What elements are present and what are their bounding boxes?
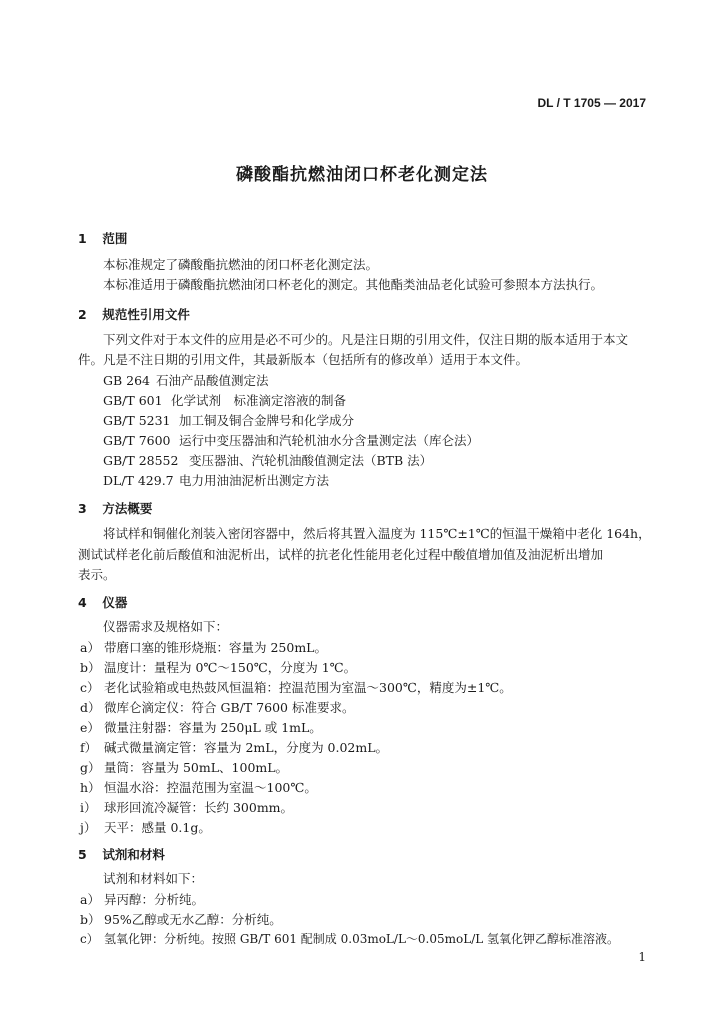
list-item — [80, 638, 327, 656]
list-label: a） — [80, 892, 100, 907]
list-text: 老化试验箱或电热鼓风恒温箱：控温范围为室温～300℃，精度为±1℃。 — [104, 680, 512, 695]
list-item — [80, 930, 619, 947]
paragraph: 将试样和铜催化剂装入密闭容器中，然后将其置入温度为 115℃±1℃的恒温干燥箱中老化 164h， — [103, 526, 651, 541]
paragraph: 本标准适用于磷酸酯抗燃油闭口杯老化的测定。其他酯类油品老化试验可参照本方法执行。 — [103, 277, 604, 292]
list-label: g） — [80, 760, 101, 775]
list-item — [80, 718, 322, 736]
list-text: 微量注射器：容量为 250μL 或 1mL。 — [104, 720, 322, 735]
section-number: 1 — [78, 231, 87, 246]
section-1-heading — [78, 229, 127, 247]
page-number: 1 — [638, 950, 646, 964]
section-number: 5 — [78, 847, 87, 862]
list-text: 球形回流冷凝管：长约 300mm。 — [104, 800, 294, 815]
list-text: 温度计：量程为 0℃～150℃，分度为 1℃。 — [104, 660, 357, 675]
list-text: 氢氧化钾：分析纯。按照 GB/T 601 配制成 0.03moL/L～0.05moL/L 氢氧化钾乙醇标准溶液。 — [104, 932, 620, 946]
list-label: h） — [80, 780, 101, 795]
reference-item — [103, 451, 432, 469]
list-text: 量筒：容量为 50mL、100mL。 — [104, 760, 289, 775]
reference-code: GB/T 28552 — [103, 453, 179, 468]
list-text: 95%乙醇或无水乙醇：分析纯。 — [104, 912, 282, 927]
reference-code: GB/T 601 — [103, 393, 163, 408]
reference-title: 加工铜及铜合金牌号和化学成分 — [178, 413, 354, 428]
section-number: 4 — [78, 595, 87, 610]
standard-code: DL / T 1705 — 2017 — [537, 96, 646, 110]
section-title: 试剂和材料 — [102, 847, 165, 862]
list-text: 异丙醇：分析纯。 — [104, 892, 205, 907]
paragraph: 测试试样老化前后酸值和油泥析出，试样的抗老化性能用老化过程中酸值增加值及油泥析出增加 — [78, 547, 604, 562]
reference-title: 运行中变压器油和汽轮机油水分含量测定法（库仑法） — [178, 433, 479, 448]
list-label: e） — [80, 720, 100, 735]
list-label: b） — [80, 660, 101, 675]
list-text: 碱式微量滴定管：容量为 2mL，分度为 0.02mL。 — [104, 740, 389, 755]
reference-item — [103, 431, 479, 449]
paragraph: 件。凡是不注日期的引用文件，其最新版本（包括所有的修改单）适用于本文件。 — [78, 352, 529, 367]
reference-title: 石油产品酸值测定法 — [155, 373, 269, 388]
paragraph: 仪器需求及规格如下： — [103, 619, 229, 634]
list-item — [80, 890, 204, 908]
reference-title: 变压器油、汽轮机油酸值测定法（BTB 法） — [188, 453, 433, 468]
list-label: d） — [80, 700, 101, 715]
reference-item — [103, 471, 329, 489]
list-label: a） — [80, 640, 100, 655]
section-number: 3 — [78, 501, 87, 516]
list-item — [80, 758, 288, 776]
document-title: 磷酸酯抗燃油闭口杯老化测定法 — [236, 165, 488, 185]
list-label: i） — [80, 800, 97, 815]
list-text: 带磨口塞的锥形烧瓶：容量为 250mL。 — [104, 640, 327, 655]
list-text: 微库仑滴定仪：符合 GB/T 7600 标准要求。 — [104, 700, 355, 715]
list-label: c） — [80, 680, 100, 695]
paragraph: 试剂和材料如下： — [103, 871, 204, 886]
list-item — [80, 658, 356, 676]
list-label: f） — [80, 740, 98, 755]
section-2-heading — [78, 305, 190, 323]
list-item — [80, 798, 293, 816]
section-4-heading — [78, 593, 127, 611]
list-item — [80, 738, 388, 756]
paragraph: 表示。 — [78, 567, 116, 582]
reference-code: DL/T 429.7 — [103, 473, 174, 488]
reference-title: 电力用油油泥析出测定方法 — [178, 473, 329, 488]
list-label: c） — [80, 932, 99, 946]
list-item — [80, 778, 317, 796]
list-item — [80, 910, 282, 928]
list-text: 恒温水浴：控温范围为室温～100℃。 — [104, 780, 317, 795]
paragraph: 本标准规定了磷酸酯抗燃油的闭口杯老化测定法。 — [103, 257, 379, 272]
list-label: j） — [80, 820, 97, 835]
reference-title: 化学试剂 标准滴定溶液的制备 — [170, 393, 346, 408]
list-item — [80, 678, 512, 696]
section-5-heading — [78, 845, 165, 863]
section-title: 方法概要 — [102, 501, 153, 516]
list-text: 天平：感量 0.1g。 — [104, 820, 211, 835]
list-item — [80, 818, 211, 836]
reference-item — [103, 411, 354, 429]
section-3-heading — [78, 499, 152, 517]
reference-code: GB 264 — [103, 373, 151, 388]
section-title: 范围 — [102, 231, 128, 246]
list-item — [80, 698, 354, 716]
reference-code: GB/T 5231 — [103, 413, 171, 428]
section-title: 规范性引用文件 — [102, 307, 190, 322]
reference-item — [103, 371, 269, 389]
section-title: 仪器 — [102, 595, 128, 610]
section-number: 2 — [78, 307, 87, 322]
list-label: b） — [80, 912, 101, 927]
reference-code: GB/T 7600 — [103, 433, 171, 448]
reference-item — [103, 391, 346, 409]
paragraph: 下列文件对于本文件的应用是必不可少的。凡是注日期的引用文件，仅注日期的版本适用于本文 — [103, 332, 629, 347]
